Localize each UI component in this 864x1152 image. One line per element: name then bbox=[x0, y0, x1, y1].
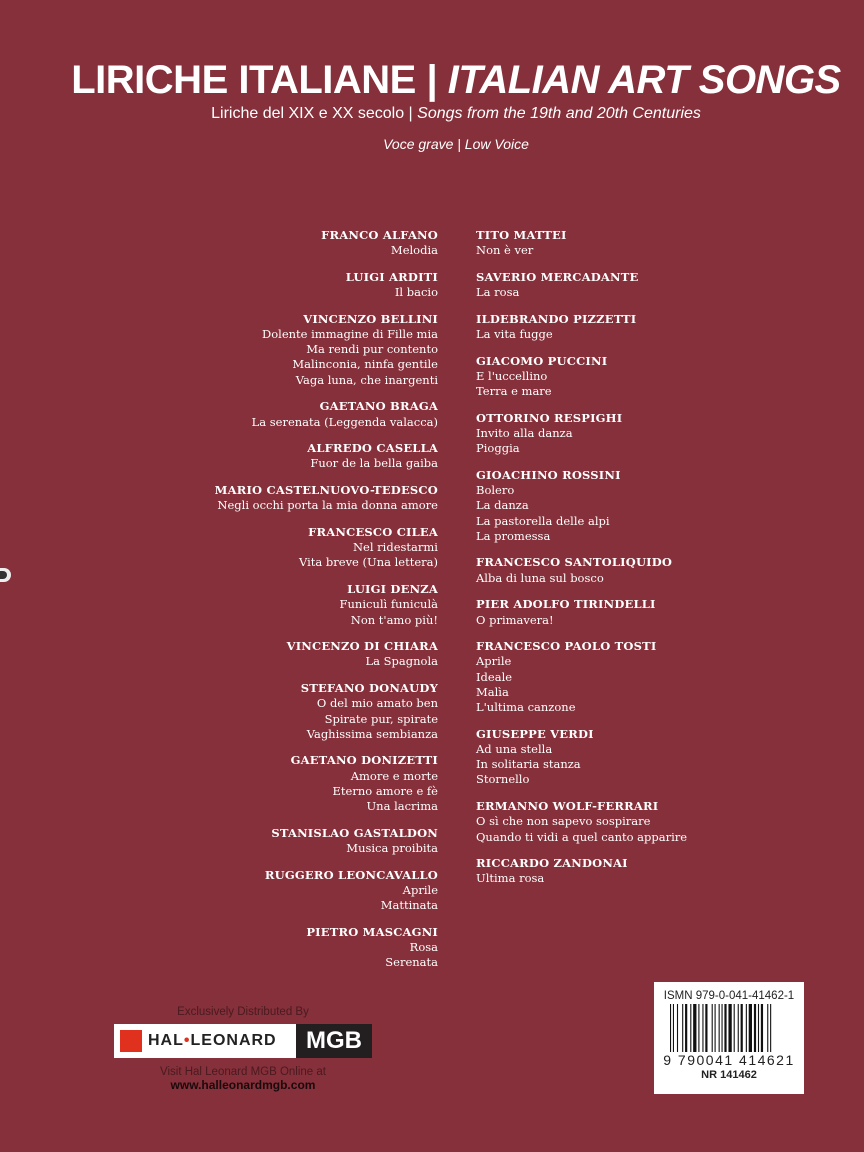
barcode-bar bbox=[758, 1004, 759, 1052]
composer-name: GIACOMO PUCCINI bbox=[476, 353, 608, 368]
composer-group bbox=[476, 312, 687, 342]
song-title: Alba di luna sul bosco bbox=[476, 570, 604, 585]
composer-group bbox=[476, 727, 687, 788]
contents-right-column bbox=[476, 228, 687, 898]
composer-group bbox=[476, 799, 687, 845]
catalog-number: NR 141462 bbox=[701, 1069, 757, 1081]
song-title: Vaghissima sembianza bbox=[306, 726, 438, 741]
song-title: Non è ver bbox=[476, 243, 534, 258]
composer-group bbox=[476, 270, 687, 300]
composer-group bbox=[215, 270, 438, 300]
barcode-digits: 9 790041 414621 bbox=[663, 1052, 795, 1068]
composer-group bbox=[215, 525, 438, 571]
barcode-bar bbox=[682, 1004, 683, 1052]
barcode-bar bbox=[705, 1004, 707, 1052]
barcode-bar bbox=[722, 1004, 723, 1052]
song-title: Fuor de la bella gaiba bbox=[310, 456, 438, 471]
song-title: Melodia bbox=[390, 243, 438, 258]
hal-leonard-mgb-logo bbox=[114, 1024, 372, 1058]
song-title: O del mio amato ben bbox=[316, 696, 438, 711]
composer-group bbox=[215, 228, 438, 258]
song-title: La vita fugge bbox=[476, 327, 553, 342]
barcode-bar bbox=[698, 1004, 699, 1052]
composer-group bbox=[476, 228, 687, 258]
barcode-bar bbox=[693, 1004, 696, 1052]
song-title: Malinconia, ninfa gentile bbox=[292, 357, 438, 372]
barcode-label bbox=[654, 982, 804, 1094]
barcode-bar bbox=[749, 1004, 752, 1052]
composer-name: GIOACHINO ROSSINI bbox=[476, 467, 621, 482]
song-title: Invito alla danza bbox=[476, 426, 573, 441]
composer-name: GAETANO BRAGA bbox=[319, 399, 438, 414]
composer-group bbox=[215, 868, 438, 914]
title-italian: LIRICHE ITALIANE | bbox=[71, 58, 448, 102]
barcode-bar bbox=[685, 1004, 687, 1052]
song-title: Il bacio bbox=[394, 285, 438, 300]
composer-group bbox=[215, 483, 438, 513]
barcode-bar bbox=[712, 1004, 713, 1052]
song-title: Musica proibita bbox=[346, 841, 438, 855]
composer-name: RUGGERO LEONCAVALLO bbox=[264, 867, 438, 882]
barcode-bar bbox=[719, 1004, 720, 1052]
song-title: L'ultima canzone bbox=[476, 700, 576, 715]
barcode-bar bbox=[715, 1004, 716, 1052]
song-title: Ideale bbox=[476, 669, 513, 684]
logo-mgb: MGB bbox=[296, 1024, 372, 1058]
song-title: Rosa bbox=[409, 940, 438, 955]
song-title: Bolero bbox=[476, 483, 515, 498]
song-title: Terra e mare bbox=[476, 384, 552, 399]
song-title: In solitaria stanza bbox=[476, 757, 581, 772]
song-title: La Spagnola bbox=[365, 654, 438, 669]
composer-name: GIUSEPPE VERDI bbox=[476, 726, 594, 741]
logo-leonard: LEONARD bbox=[190, 1032, 277, 1049]
composer-group bbox=[476, 468, 687, 544]
barcode-bar bbox=[761, 1004, 763, 1052]
composer-name: RICCARDO ZANDONAI bbox=[476, 856, 628, 871]
composer-name: VINCENZO BELLINI bbox=[303, 311, 438, 326]
song-title: Malìa bbox=[476, 684, 509, 699]
composer-name: TITO MATTEI bbox=[476, 228, 567, 242]
composer-group bbox=[476, 555, 687, 585]
song-title: Quando ti vidi a quel canto apparire bbox=[476, 829, 688, 844]
barcode-bar bbox=[670, 1004, 671, 1052]
composer-name: FRANCO ALFANO bbox=[321, 228, 438, 242]
contents-left-column bbox=[215, 228, 438, 982]
logo-hal: HAL bbox=[148, 1032, 184, 1049]
barcode-bar bbox=[746, 1004, 747, 1052]
composer-group bbox=[215, 753, 438, 814]
song-title: La promessa bbox=[476, 528, 551, 543]
composer-name: ILDEBRANDO PIZZETTI bbox=[476, 311, 637, 326]
song-title: Spirate pur, spirate bbox=[324, 711, 438, 726]
title-english: ITALIAN ART SONGS bbox=[447, 58, 841, 102]
hal-leonard-logo-icon bbox=[120, 1030, 142, 1052]
barcode-bar bbox=[738, 1004, 739, 1052]
composer-group bbox=[215, 826, 438, 856]
composer-name: STANISLAO GASTALDON bbox=[271, 825, 438, 840]
composer-name: OTTORINO RESPIGHI bbox=[476, 410, 623, 425]
song-title: Funiculì funiculà bbox=[339, 597, 438, 612]
composer-group bbox=[476, 856, 687, 886]
barcode-bar bbox=[734, 1004, 735, 1052]
barcode-bar bbox=[690, 1004, 691, 1052]
hal-leonard-wordmark bbox=[114, 1024, 296, 1058]
song-title: Ultima rosa bbox=[476, 871, 545, 886]
composer-name: GAETANO DONIZETTI bbox=[290, 753, 438, 768]
composer-group bbox=[215, 312, 438, 388]
barcode-bar bbox=[767, 1004, 768, 1052]
subtitle-english: Songs from the 19th and 20th Centuries bbox=[417, 105, 701, 122]
ismn-number: ISMN 979-0-041-41462-1 bbox=[663, 990, 795, 1002]
distributor-block bbox=[114, 1006, 372, 1092]
song-title: O primavera! bbox=[476, 612, 554, 627]
composer-name: ALFREDO CASELLA bbox=[307, 441, 438, 456]
song-title: Nel ridestarmi bbox=[352, 540, 438, 555]
song-title: La danza bbox=[476, 498, 529, 513]
barcode-bars bbox=[666, 1004, 792, 1054]
composer-group bbox=[476, 411, 687, 457]
composer-name: SAVERIO MERCADANTE bbox=[476, 269, 639, 284]
website-url: www.halleonardmgb.com bbox=[170, 1078, 316, 1092]
logo-dot: • bbox=[183, 1032, 191, 1049]
composer-name: PIETRO MASCAGNI bbox=[306, 924, 438, 939]
composer-group bbox=[476, 639, 687, 715]
composer-name: MARIO CASTELNUOVO-TEDESCO bbox=[214, 483, 438, 498]
barcode-bar bbox=[754, 1004, 756, 1052]
song-title: Vaga luna, che inargenti bbox=[295, 372, 438, 387]
composer-name: FRANCESCO CILEA bbox=[308, 525, 438, 540]
song-title: Stornello bbox=[476, 772, 530, 787]
subtitle-italian: Liriche del XIX e XX secolo | bbox=[211, 105, 418, 122]
book-subtitle bbox=[0, 105, 864, 123]
composer-group bbox=[215, 639, 438, 669]
composer-group bbox=[476, 354, 687, 400]
song-title: La pastorella delle alpi bbox=[476, 513, 610, 528]
barcode-bar bbox=[770, 1004, 771, 1052]
song-title: La rosa bbox=[476, 285, 520, 300]
composer-name: FRANCESCO PAOLO TOSTI bbox=[476, 639, 657, 654]
song-title: Ma rendi pur contento bbox=[306, 342, 438, 357]
registration-mark bbox=[0, 568, 11, 582]
barcode-bar bbox=[677, 1004, 678, 1052]
song-title: Ad una stella bbox=[476, 741, 553, 756]
song-title: Aprile bbox=[402, 882, 438, 897]
composer-name: LUIGI DENZA bbox=[347, 582, 438, 597]
song-title: Mattinata bbox=[380, 898, 438, 913]
barcode-bar bbox=[724, 1004, 726, 1052]
song-title: Amore e morte bbox=[350, 768, 438, 783]
barcode-bar bbox=[741, 1004, 743, 1052]
barcode-bar bbox=[702, 1004, 703, 1052]
song-title: Dolente immagine di Fille mia bbox=[262, 327, 438, 342]
song-title: Aprile bbox=[476, 654, 512, 669]
composer-group bbox=[215, 925, 438, 971]
song-title: O sì che non sapevo sospirare bbox=[476, 814, 651, 829]
book-title bbox=[0, 58, 864, 103]
barcode-bar bbox=[728, 1004, 731, 1052]
distributed-by-label: Exclusively Distributed By bbox=[177, 1006, 309, 1018]
visit-text: Visit Hal Leonard MGB Online at bbox=[160, 1066, 326, 1078]
song-title: Eterno amore e fè bbox=[332, 783, 438, 798]
composer-name: PIER ADOLFO TIRINDELLI bbox=[476, 597, 656, 612]
barcode-bar bbox=[673, 1004, 674, 1052]
song-title: E l'uccellino bbox=[476, 368, 548, 383]
composer-group bbox=[215, 399, 438, 429]
composer-group bbox=[476, 597, 687, 627]
song-title: Pioggia bbox=[476, 441, 520, 456]
composer-name: ERMANNO WOLF-FERRARI bbox=[476, 799, 659, 814]
song-title: Serenata bbox=[385, 955, 438, 970]
composer-group bbox=[215, 582, 438, 628]
composer-group bbox=[215, 681, 438, 742]
composer-name: LUIGI ARDITI bbox=[345, 269, 438, 284]
composer-name: VINCENZO DI CHIARA bbox=[286, 639, 438, 654]
voice-type: Voce grave | Low Voice bbox=[383, 136, 529, 152]
composer-name: FRANCESCO SANTOLIQUIDO bbox=[476, 555, 673, 570]
song-title: La serenata (Leggenda valacca) bbox=[251, 414, 438, 429]
song-title: Vita breve (Una lettera) bbox=[298, 555, 438, 570]
song-title: Una lacrima bbox=[366, 799, 438, 814]
composer-name: STEFANO DONAUDY bbox=[300, 681, 438, 696]
song-title: Non t'amo più! bbox=[350, 612, 438, 627]
composer-group bbox=[215, 441, 438, 471]
song-title: Negli occhi porta la mia donna amore bbox=[217, 498, 438, 513]
